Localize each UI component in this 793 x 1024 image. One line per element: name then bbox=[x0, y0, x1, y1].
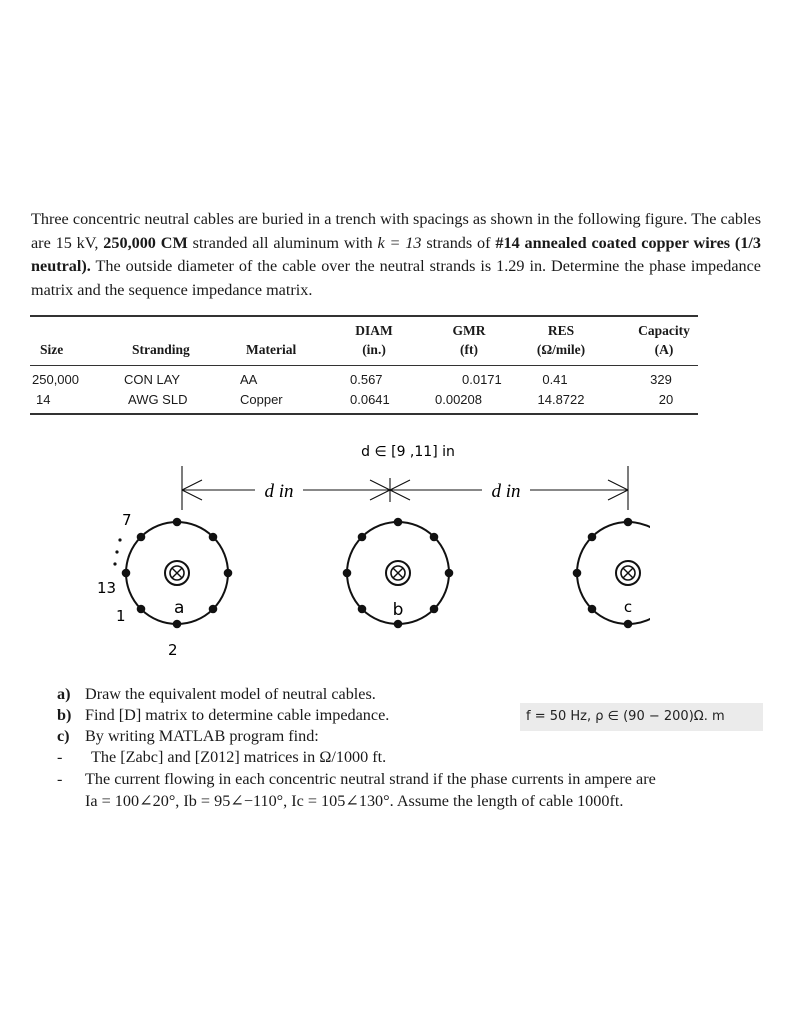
table-top-rule bbox=[30, 315, 698, 317]
conductor-data-table bbox=[30, 315, 698, 415]
cell-stranding-0: CON LAY bbox=[124, 372, 181, 387]
table-bottom-rule bbox=[30, 413, 698, 415]
cell-diam-0: 0.567 bbox=[350, 372, 383, 387]
strand-count-expr: k = 13 bbox=[377, 233, 422, 252]
sub-item-1-dash: - bbox=[57, 748, 63, 766]
sub-item-2-currents: Ia = 100∠20°, Ib = 95∠−110°, Ic = 105∠130°. Assume the length of cable 1000ft. bbox=[85, 792, 624, 810]
problem-text-2: stranded all aluminum with bbox=[187, 233, 378, 252]
strand-label-2: 2 bbox=[168, 641, 178, 659]
cell-gmr-1: 0.00208 bbox=[435, 392, 482, 407]
part-a-text: Draw the equivalent model of neutral cables. bbox=[85, 685, 376, 703]
cell-gmr-0: 0.0171 bbox=[462, 372, 502, 387]
header-material: Material bbox=[246, 342, 297, 357]
neutral-spec: #14 annealed coated copper wires (1/3 neutral). bbox=[31, 233, 761, 275]
part-b-text: Find [D] matrix to determine cable impedance. bbox=[85, 706, 390, 724]
cable-label-a: a bbox=[174, 598, 185, 618]
header-res-unit: (Ω/mile) bbox=[536, 342, 586, 357]
cable-c bbox=[573, 518, 650, 629]
cable-spacing-figure bbox=[90, 430, 650, 670]
spacing-label: d ∈ [9 ,11] in bbox=[361, 444, 455, 460]
part-a bbox=[57, 684, 376, 705]
problem-text-1: Three concentric neutral cables are buried in a trench with spacings as shown in the following figure. The cables are 15 kV, bbox=[31, 210, 761, 252]
cable-label-b: b bbox=[392, 600, 404, 620]
cell-size-0: 250,000 bbox=[32, 372, 79, 387]
cable-b bbox=[343, 518, 454, 629]
problem-text-4: The outside diameter of the cable over the neutral strands is 1.29 in. Determine the phase impedance matrix and the sequence impedance matrix. bbox=[31, 257, 761, 299]
part-a-label: a) bbox=[57, 685, 71, 703]
sub-item-1-text: The [Zabc] and [Z012] matrices in Ω/1000 ft. bbox=[91, 748, 387, 766]
header-gmr: GMR bbox=[452, 323, 486, 338]
strand-label-1: 1 bbox=[116, 607, 126, 625]
header-capacity: Capacity bbox=[638, 323, 690, 338]
cell-capacity-0: 329 bbox=[650, 372, 672, 387]
part-c-text: By writing MATLAB program find: bbox=[85, 727, 319, 745]
header-size: Size bbox=[40, 342, 64, 357]
header-capacity-unit: (A) bbox=[654, 342, 674, 357]
cell-capacity-1: 20 bbox=[658, 392, 674, 407]
part-b bbox=[57, 705, 389, 726]
sub-item-2-text: The current flowing in each concentric neutral strand if the phase currents in ampere are bbox=[85, 770, 656, 788]
header-stranding: Stranding bbox=[132, 342, 190, 357]
strand-dots bbox=[113, 538, 121, 565]
cell-size-1: 14 bbox=[36, 392, 51, 407]
conductor-size: 250,000 CM bbox=[103, 233, 188, 252]
part-c-label: c) bbox=[57, 727, 70, 745]
neutral-strands-c bbox=[573, 518, 650, 629]
header-diam: DIAM bbox=[355, 323, 393, 338]
sub-item-2-dash: - bbox=[57, 770, 63, 788]
sub-item-1 bbox=[57, 747, 386, 768]
dim-label-right: d in bbox=[491, 481, 521, 502]
cable-label-c: c bbox=[623, 598, 633, 616]
frequency-resistivity-conditions: f = 50 Hz, ρ ∈ (90 − 200)Ω. m bbox=[520, 703, 763, 731]
cell-res-1: 14.8722 bbox=[537, 392, 585, 407]
header-diam-unit: (in.) bbox=[362, 342, 386, 357]
table-header-rule bbox=[30, 365, 698, 366]
part-c bbox=[57, 726, 319, 747]
cell-material-0: AA bbox=[240, 372, 258, 387]
part-b-label: b) bbox=[57, 706, 72, 724]
cell-stranding-1: AWG SLD bbox=[128, 392, 188, 407]
cable-a bbox=[122, 518, 233, 629]
cell-diam-1: 0.0641 bbox=[350, 392, 390, 407]
strand-label-7: 7 bbox=[122, 511, 132, 529]
sub-item-2 bbox=[57, 769, 656, 790]
strand-label-13: 13 bbox=[97, 579, 117, 597]
problem-text-3: strands of bbox=[421, 233, 496, 252]
cell-material-1: Copper bbox=[240, 392, 283, 407]
cell-res-0: 0.41 bbox=[542, 372, 568, 387]
header-gmr-unit: (ft) bbox=[460, 342, 478, 357]
header-res: RES bbox=[547, 323, 575, 338]
dim-label-left: d in bbox=[264, 481, 294, 502]
problem-statement bbox=[31, 208, 761, 302]
